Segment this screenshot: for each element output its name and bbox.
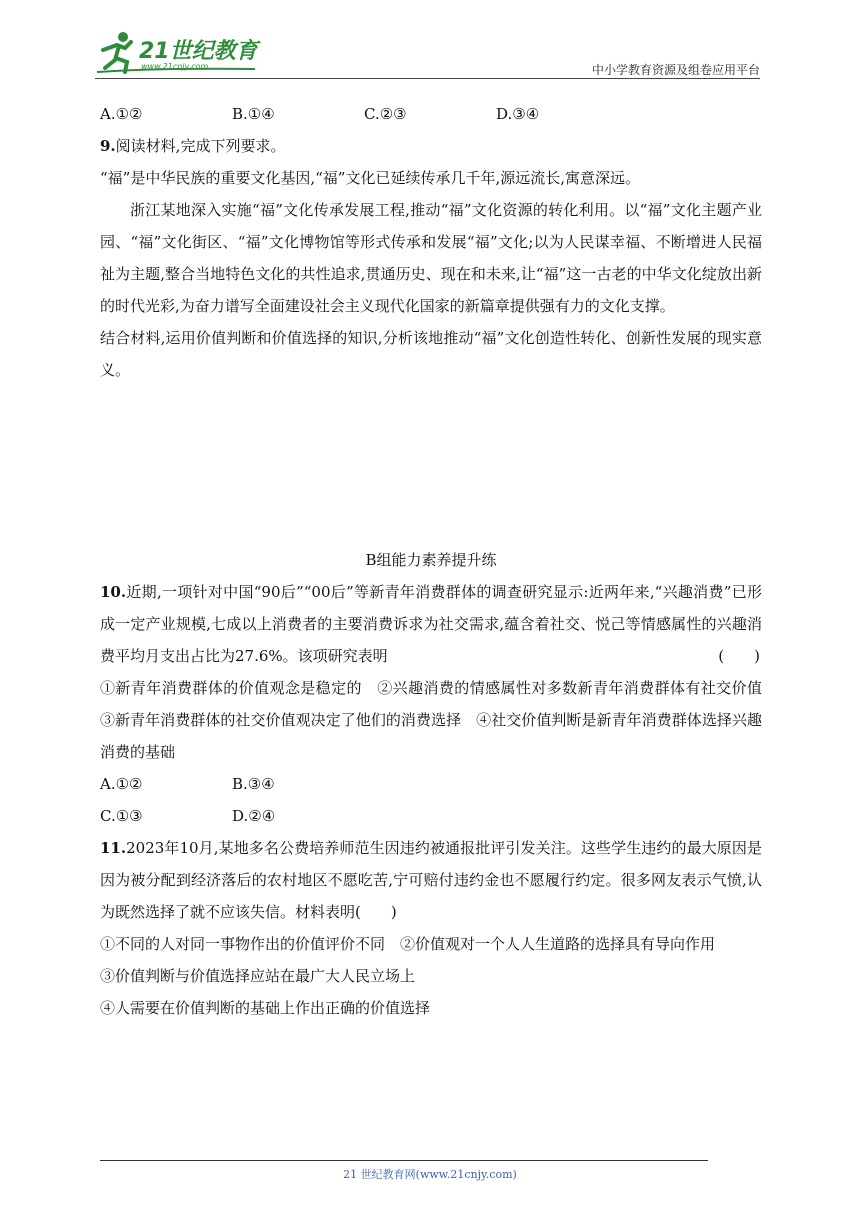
page-header bbox=[95, 28, 760, 82]
q10-number: 10. bbox=[100, 583, 127, 601]
logo-text: 21世纪教育 bbox=[139, 39, 258, 64]
q10-statements: ①新青年消费群体的价值观念是稳定的 ②兴趣消费的情感属性对多数新青年消费群体有社交价值 ③新青年消费群体的社交价值观决定了他们的消费选择 ④社交价值判断是新青年消费群体选择兴趣消费的基础 bbox=[100, 679, 778, 761]
q8-option-a: A.①② bbox=[100, 105, 143, 123]
q8-option-c: C.②③ bbox=[364, 105, 407, 123]
q10-answer-bracket: ( ) bbox=[718, 647, 760, 665]
section-b-title: B组能力素养提升练 bbox=[365, 551, 497, 569]
q10-option-d: D.②④ bbox=[232, 807, 276, 825]
footer-divider bbox=[100, 1160, 708, 1161]
page-footer[interactable]: 21 世纪教育网(www.21cnjy.com) bbox=[343, 1168, 517, 1181]
q10-option-c: C.①③ bbox=[100, 807, 143, 825]
logo-url: www.21cnjy.com bbox=[141, 62, 209, 71]
q11-number: 11. bbox=[100, 839, 127, 857]
q9-material-2: 浙江某地深入实施“福”文化传承发展工程,推动“福”文化资源的转化利用。以“福”文化主题产业园、“福”文化街区、“福”文化博物馆等形式传承和发展“福”文化;以为人民谋幸福、不断增进人民福祉为主题,整合当地特色文化的共性追求,贯通历史、现在和未来,让“福”这一古老的中华文化绽放出新的时代光彩,为奋力谱写全面建设社会主义现代化国家的新篇章提供强有力的文化支撑。 bbox=[100, 201, 762, 315]
q10-stem-text: 近期,一项针对中国“90后”“00后”等新青年消费群体的调查研究显示:近两年来,“兴趣消费”已形成一定产业规模,七成以上消费者的主要消费诉求为社交需求,蕴含着社交、悦己等情感属性的兴趣消费平均月支出占比为27.6%。该项研究表明 bbox=[100, 583, 762, 665]
q10-option-b: B.③④ bbox=[232, 775, 275, 793]
q11-statement-3: ③价值判断与价值选择应站在最广大人民立场上 bbox=[100, 967, 416, 985]
q10-stem bbox=[100, 576, 762, 672]
page-content bbox=[100, 98, 778, 1024]
q9-stem-text: 阅读材料,完成下列要求。 bbox=[115, 137, 286, 155]
q10-option-a: A.①② bbox=[100, 775, 143, 793]
q11-statements-1-2: ①不同的人对同一事物作出的价值评价不同 ②价值观对一个人人生道路的选择具有导向作用 bbox=[100, 935, 716, 953]
q11-stem-text: 2023年10月,某地多名公费培养师范生因违约被通报批评引发关注。这些学生违约的最大原因是因为被分配到经济落后的农村地区不愿吃苦,宁可赔付违约金也不愿履行约定。很多网友表示气愤,认为既然选择了就不应该失信。材料表明( ) bbox=[100, 839, 762, 921]
site-logo bbox=[95, 28, 265, 78]
q8-option-b: B.①④ bbox=[232, 105, 275, 123]
q8-option-d: D.③④ bbox=[496, 105, 540, 123]
platform-name: 中小学教育资源及组卷应用平台 bbox=[591, 63, 760, 77]
q11-statement-4: ④人需要在价值判断的基础上作出正确的价值选择 bbox=[100, 999, 431, 1017]
q8-options bbox=[100, 98, 762, 130]
q9-task: 结合材料,运用价值判断和价值选择的知识,分析该地推动“福”文化创造性转化、创新性发展的现实意义。 bbox=[100, 329, 762, 379]
q9-material-1: “福”是中华民族的重要文化基因,“福”文化已延续传承几千年,源远流长,寓意深远。 bbox=[100, 169, 640, 187]
q11-stem bbox=[100, 832, 762, 928]
q9-number: 9. bbox=[100, 137, 116, 155]
header-divider bbox=[95, 78, 760, 79]
q9-stem bbox=[100, 130, 762, 162]
q10-options-row-2 bbox=[100, 800, 762, 832]
q10-options-row-1 bbox=[100, 768, 762, 800]
